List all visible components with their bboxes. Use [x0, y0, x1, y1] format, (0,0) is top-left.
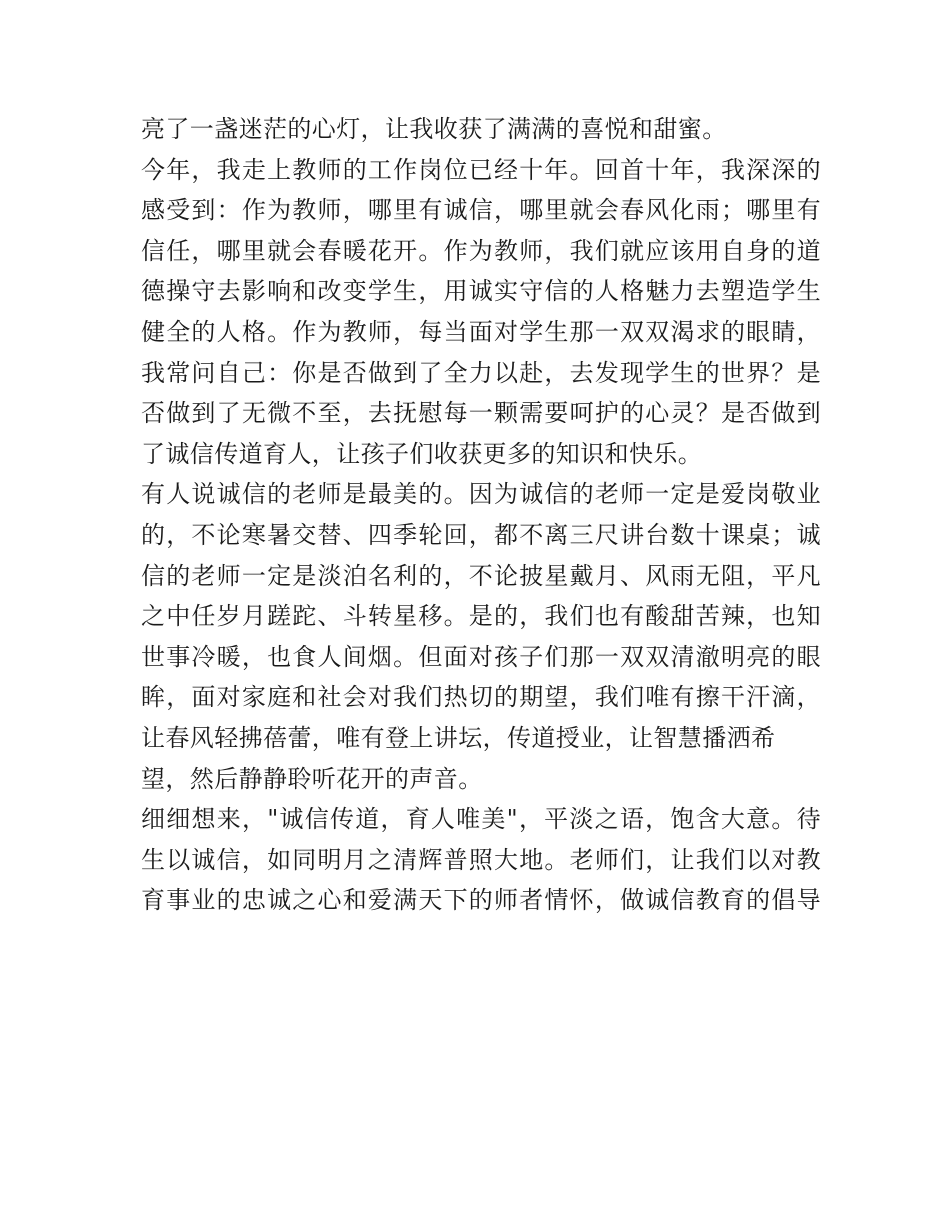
text-line: 望，然后静静聆听花开的声音。 [141, 764, 483, 793]
text-line: 之中任岁月蹉跎、斗转星移。是的，我们也有酸甜苦辣，也知 [141, 602, 821, 631]
body-text [141, 109, 821, 921]
text-line: 健全的人格。作为教师，每当面对学生那一双双渴求的眼睛， [141, 317, 821, 346]
text-line: 我常问自己：你是否做到了全力以赴，去发现学生的世界？是 [141, 358, 821, 387]
text-line: 信的老师一定是淡泊名利的，不论披星戴月、风雨无阻，平凡 [141, 561, 821, 590]
text-line: 细细想来，"诚信传道，育人唯美"，平淡之语，饱含大意。待 [141, 805, 821, 834]
text-line: 今年，我走上教师的工作岗位已经十年。回首十年，我深深的 [141, 155, 821, 184]
text-line: 感受到：作为教师，哪里有诚信，哪里就会春风化雨；哪里有 [141, 196, 821, 225]
text-line: 德操守去影响和改变学生，用诚实守信的人格魅力去塑造学生 [141, 277, 821, 306]
text-line: 眸，面对家庭和社会对我们热切的期望，我们唯有擦干汗滴， [141, 683, 821, 712]
text-line: 让春风轻拂蓓蕾，唯有登上讲坛，传道授业，让智慧播洒希 [141, 723, 776, 752]
text-line: 的，不论寒暑交替、四季轮回，都不离三尺讲台数十课桌；诚 [141, 520, 821, 549]
text-line: 世事冷暖，也食人间烟。但面对孩子们那一双双清澈明亮的眼 [141, 642, 821, 671]
text-line: 信任，哪里就会春暖花开。作为教师，我们就应该用自身的道 [141, 236, 821, 265]
text-line: 育事业的忠诚之心和爱满天下的师者情怀，做诚信教育的倡导 [141, 886, 821, 915]
text-line: 否做到了无微不至，去抚慰每一颗需要呵护的心灵？是否做到 [141, 399, 821, 428]
text-line: 生以诚信，如同明月之清辉普照大地。老师们，让我们以对教 [141, 845, 821, 874]
text-line: 了诚信传道育人，让孩子们收获更多的知识和快乐。 [141, 439, 703, 468]
text-line: 亮了一盏迷茫的心灯，让我收获了满满的喜悦和甜蜜。 [141, 115, 727, 143]
text-line: 有人说诚信的老师是最美的。因为诚信的老师一定是爱岗敬业 [141, 480, 821, 509]
